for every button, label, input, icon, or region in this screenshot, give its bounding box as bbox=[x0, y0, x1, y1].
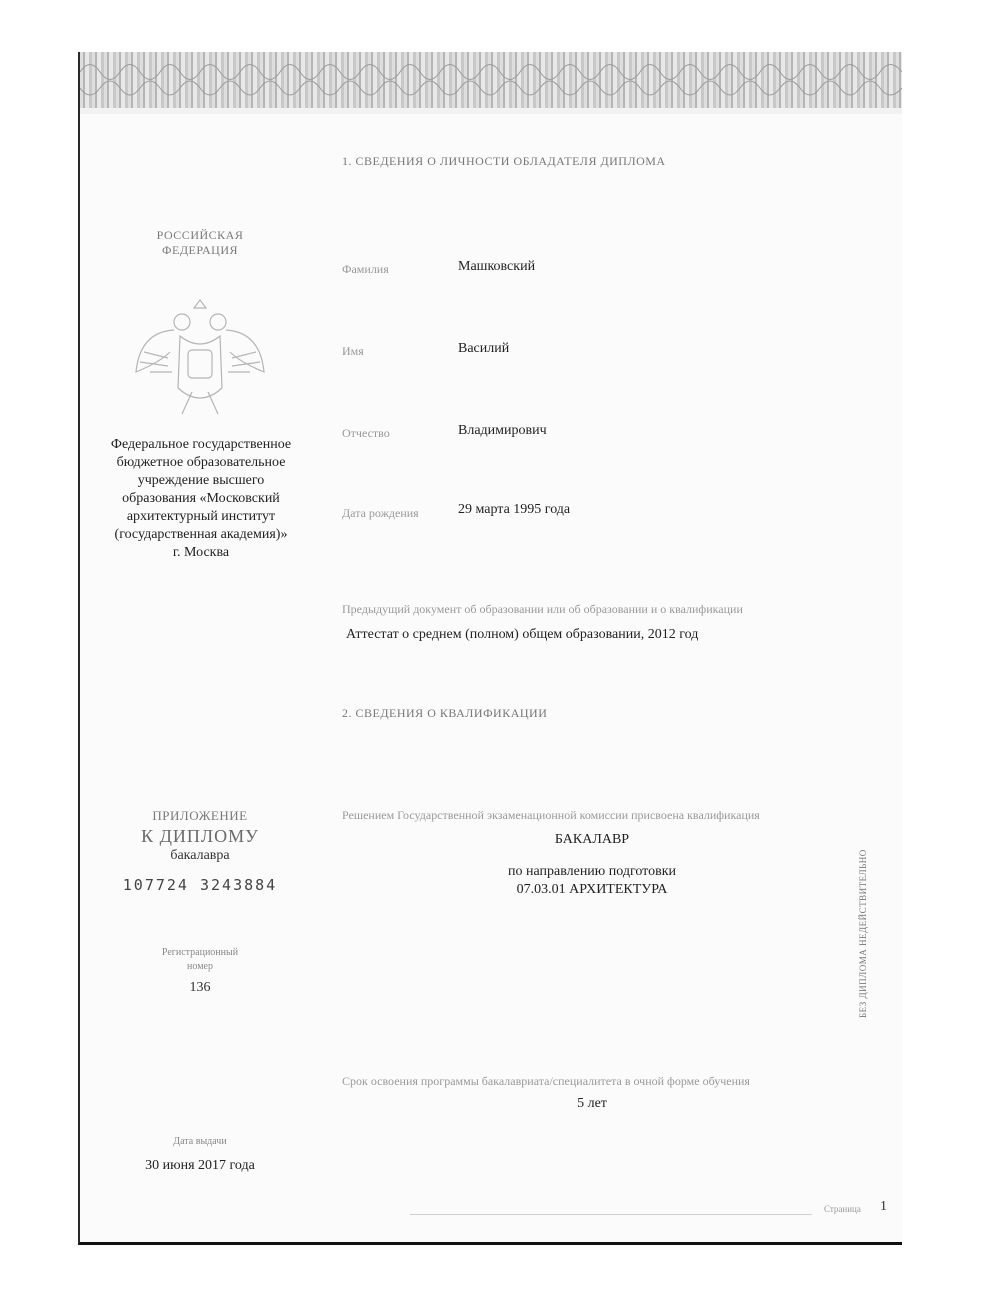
appendix-subtitle: К ДИПЛОМУ bbox=[141, 826, 259, 846]
previous-document-value: Аттестат о среднем (полном) общем образовании, 2012 год bbox=[346, 627, 699, 642]
serial-number: 107724 3243884 bbox=[122, 876, 278, 894]
issue-date: 30 июня 2017 года bbox=[145, 1158, 255, 1173]
right-column bbox=[320, 114, 902, 1242]
birth-date-label: Дата рождения bbox=[342, 506, 419, 520]
page-number: 1 bbox=[880, 1199, 887, 1214]
study-duration-label: Срок освоения программы бакалавриата/специалитета в очной форме обучения bbox=[342, 1074, 750, 1088]
appendix-title: ПРИЛОЖЕНИЕ bbox=[152, 808, 248, 823]
guilloche-ornament bbox=[80, 52, 902, 114]
issue-date-label: Дата выдачи bbox=[173, 1136, 227, 1147]
name-label: Имя bbox=[342, 344, 364, 358]
patronymic-value: Владимирович bbox=[458, 423, 547, 438]
left-column bbox=[80, 114, 320, 1242]
registration-number: 136 bbox=[189, 980, 211, 995]
surname-value: Машковский bbox=[458, 259, 536, 274]
country-title: РОССИЙСКАЯ ФЕДЕРАЦИЯ bbox=[156, 228, 244, 257]
registration-label: Регистрационный номер bbox=[161, 947, 239, 972]
surname-label: Фамилия bbox=[342, 262, 389, 276]
direction-label: по направлению подготовки bbox=[507, 864, 677, 879]
validity-note: БЕЗ ДИПЛОМА НЕДЕЙСТВИТЕЛЬНО bbox=[858, 849, 868, 1018]
coat-of-arms-icon bbox=[130, 292, 270, 427]
patronymic-label: Отчество bbox=[342, 426, 390, 440]
section-1-heading: 1. СВЕДЕНИЯ О ЛИЧНОСТИ ОБЛАДАТЕЛЯ ДИПЛОМА bbox=[342, 154, 666, 168]
section-2-heading: 2. СВЕДЕНИЯ О КВАЛИФИКАЦИИ bbox=[342, 706, 548, 720]
direction-value: 07.03.01 АРХИТЕКТУРА bbox=[516, 882, 668, 897]
organization-name: Федеральное государственное бюджетное образовательное учреждение высшего образования «Московский архитектурный институт (государственная академия)» г. Москва bbox=[110, 437, 292, 560]
page-label: Страница bbox=[824, 1204, 861, 1214]
page-footer-line bbox=[410, 1214, 812, 1215]
qualification-value: БАКАЛАВР bbox=[554, 832, 630, 847]
qualification-decision-label: Решением Государственной экзаменационной комиссии присвоена квалификация bbox=[342, 808, 760, 822]
birth-date-value: 29 марта 1995 года bbox=[458, 502, 571, 517]
name-value: Василий bbox=[458, 341, 510, 356]
document-sheet bbox=[78, 52, 902, 1245]
study-duration-value: 5 лет bbox=[577, 1096, 607, 1111]
previous-document-label: Предыдущий документ об образовании или об образовании и о квалификации bbox=[342, 602, 743, 616]
degree-level: бакалавра bbox=[170, 848, 230, 863]
